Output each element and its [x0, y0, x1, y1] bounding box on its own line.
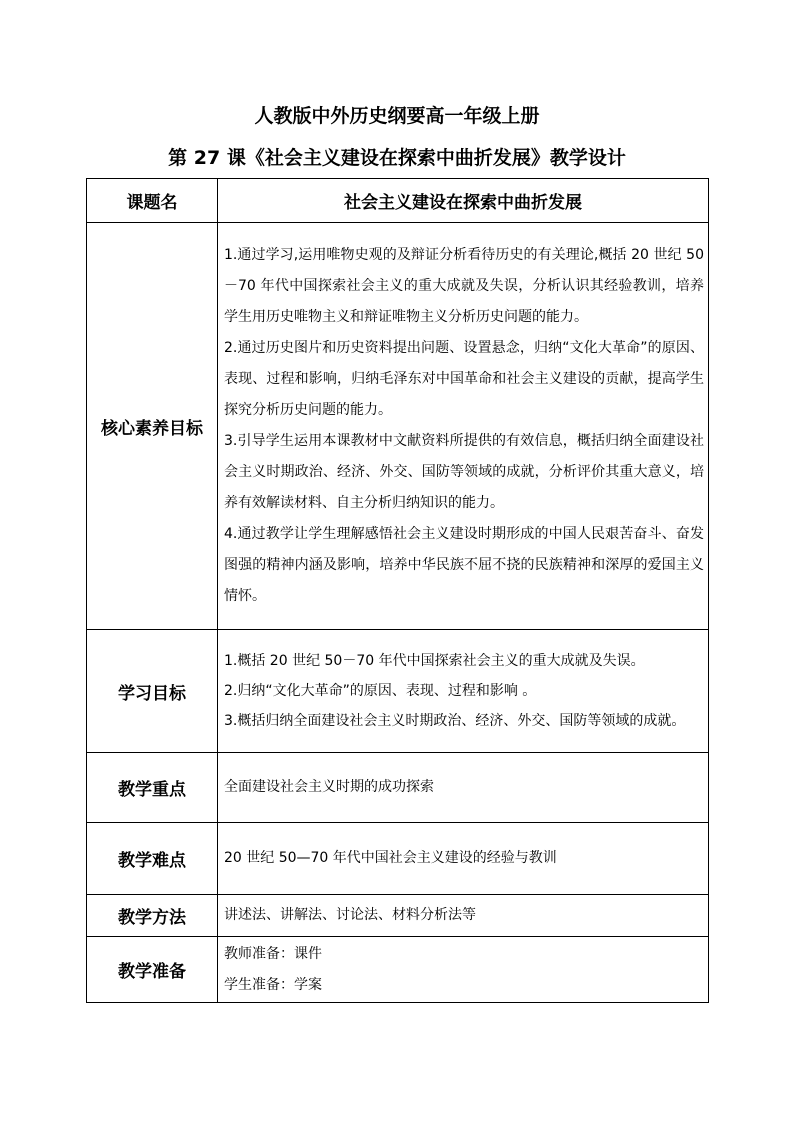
table-row-core-literacy: [87, 223, 709, 630]
table-row-methods: [87, 895, 709, 937]
table-row-difficulties: [87, 823, 709, 895]
difficulties-label: 教学难点: [87, 823, 218, 895]
table-row-preparation: [87, 937, 709, 1003]
topic-label: 课题名: [87, 179, 218, 223]
core-literacy-item: 3.引导学生运用本课教材中文献资料所提供的有效信息，概括归纳全面建设社会主义时期政治、经济、外交、国防等领域的成就，分析评价其重大意义，培养有效解读材料、自主分析归纳知识的能力。: [224, 433, 704, 511]
lesson-title: 第 27 课《社会主义建设在探索中曲折发展》教学设计: [168, 147, 626, 169]
core-literacy-label: 核心素养目标: [87, 223, 218, 630]
core-literacy-item: 1.通过学习,运用唯物史观的及辩证分析看待历史的有关理论,概括 20 世纪 50－70 年代中国探索社会主义的重大成就及失误，分析认识其经验教训，培养学生用历史唯物主义和辩证唯物主义分析历史问题的能力。: [224, 247, 704, 325]
preparation-content: [218, 937, 709, 1003]
difficulties-value: 20 世纪 50—70 年代中国社会主义建设的经验与教训: [218, 823, 709, 895]
core-literacy-item: 4.通过教学让学生理解感悟社会主义建设时期形成的中国人民艰苦奋斗、奋发图强的精神内涵及影响，培养中华民族不屈不挠的民族精神和深厚的爱国主义情怀。: [224, 526, 704, 604]
key-points-label: 教学重点: [87, 753, 218, 823]
student-preparation: 学生准备：学案: [224, 976, 322, 993]
teacher-preparation: 教师准备：课件: [224, 945, 322, 962]
methods-value: 讲述法、讲解法、讨论法、材料分析法等: [218, 895, 709, 937]
topic-value: 社会主义建设在探索中曲折发展: [218, 179, 709, 223]
lesson-plan-table: [86, 178, 709, 1003]
key-points-value: 全面建设社会主义时期的成功探索: [218, 753, 709, 823]
table-row-learning-goals: [87, 630, 709, 753]
learning-goal-item: 2.归纳“文化大革命”的原因、表现、过程和影响 。: [224, 683, 537, 699]
preparation-label: 教学准备: [87, 937, 218, 1003]
table-row-key-points: [87, 753, 709, 823]
document-title: 人教版中外历史纲要高一年级上册: [254, 105, 540, 127]
learning-goal-item: 1.概括 20 世纪 50－70 年代中国探索社会主义的重大成就及失误。: [224, 653, 645, 669]
core-literacy-item: 2.通过历史图片和历史资料提出问题、设置悬念，归纳“文化大革命”的原因、表现、过程和影响，归纳毛泽东对中国革命和社会主义建设的贡献，提高学生探究分析历史问题的能力。: [224, 340, 704, 418]
table-row-topic: [87, 179, 709, 223]
learning-goal-item: 3.概括归纳全面建设社会主义时期政治、经济、外交、国防等领域的成就。: [224, 713, 686, 729]
learning-goals-content: [218, 630, 709, 753]
learning-goals-label: 学习目标: [87, 630, 218, 753]
methods-label: 教学方法: [87, 895, 218, 937]
core-literacy-content: [218, 223, 709, 630]
